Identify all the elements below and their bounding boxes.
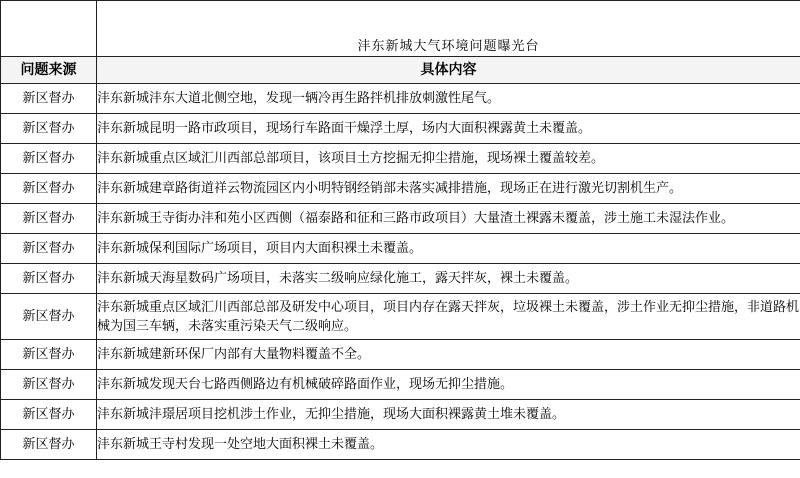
table-row <box>1 400 800 430</box>
row-source: 新区督办 <box>1 264 97 294</box>
header-row <box>1 57 800 84</box>
table-row <box>1 144 800 174</box>
row-source: 新区督办 <box>1 234 97 264</box>
title-row <box>1 1 800 57</box>
table-row <box>1 340 800 370</box>
table-row <box>1 264 800 294</box>
row-content: 沣东新城昆明一路市政项目，现场行车路面干燥浮土厚，场内大面积裸露黄土未覆盖。 <box>97 114 800 144</box>
row-source: 新区督办 <box>1 430 97 460</box>
title-blank-cell <box>1 1 97 57</box>
table-row <box>1 370 800 400</box>
row-source: 新区督办 <box>1 204 97 234</box>
row-source: 新区督办 <box>1 400 97 430</box>
row-content: 沣东新城重点区域汇川西部总部项目，该项目土方挖掘无抑尘措施，现场裸土覆盖较差。 <box>97 144 800 174</box>
row-content: 沣东新城沣东大道北侧空地，发现一辆冷再生路拌机排放刺激性尾气。 <box>97 84 800 114</box>
table-row <box>1 294 800 340</box>
row-content: 沣东新城沣璟居项目挖机涉土作业，无抑尘措施，现场大面积裸露黄土堆未覆盖。 <box>97 400 800 430</box>
row-content: 沣东新城王寺村发现一处空地大面积裸土未覆盖。 <box>97 430 800 460</box>
table-row <box>1 174 800 204</box>
row-content: 沣东新城保利国际广场项目，项目内大面积裸土未覆盖。 <box>97 234 800 264</box>
row-content: 沣东新城天海星数码广场项目，未落实二级响应绿化施工，露天拌灰，裸土未覆盖。 <box>97 264 800 294</box>
table-row <box>1 204 800 234</box>
table-title: 沣东新城大气环境问题曝光台 <box>97 1 800 57</box>
row-content: 沣东新城王寺街办沣和苑小区西侧（福泰路和征和三路市政项目）大量渣土裸露未覆盖，涉土施工未湿法作业。 <box>97 204 800 234</box>
row-source: 新区督办 <box>1 294 97 340</box>
table-row <box>1 430 800 460</box>
row-source: 新区督办 <box>1 84 97 114</box>
row-source: 新区督办 <box>1 174 97 204</box>
table-row <box>1 234 800 264</box>
row-source: 新区督办 <box>1 144 97 174</box>
row-source: 新区督办 <box>1 370 97 400</box>
row-source: 新区督办 <box>1 340 97 370</box>
header-source: 问题来源 <box>1 57 97 84</box>
row-content: 沣东新城建章路街道祥云物流园区内小明特钢经销部未落实减排措施，现场正在进行激光切割机生产。 <box>97 174 800 204</box>
row-source: 新区督办 <box>1 114 97 144</box>
row-content: 沣东新城重点区域汇川西部总部及研发中心项目，项目内存在露天拌灰，垃圾裸土未覆盖，涉土作业无抑尘措施，非道路机械为国三车辆，未落实重污染天气二级响应。 <box>97 294 800 340</box>
table-row <box>1 84 800 114</box>
row-content: 沣东新城发现天台七路西侧路边有机械破碎路面作业，现场无抑尘措施。 <box>97 370 800 400</box>
header-content: 具体内容 <box>97 57 800 84</box>
row-content: 沣东新城建新环保厂内部有大量物料覆盖不全。 <box>97 340 800 370</box>
table-row <box>1 114 800 144</box>
